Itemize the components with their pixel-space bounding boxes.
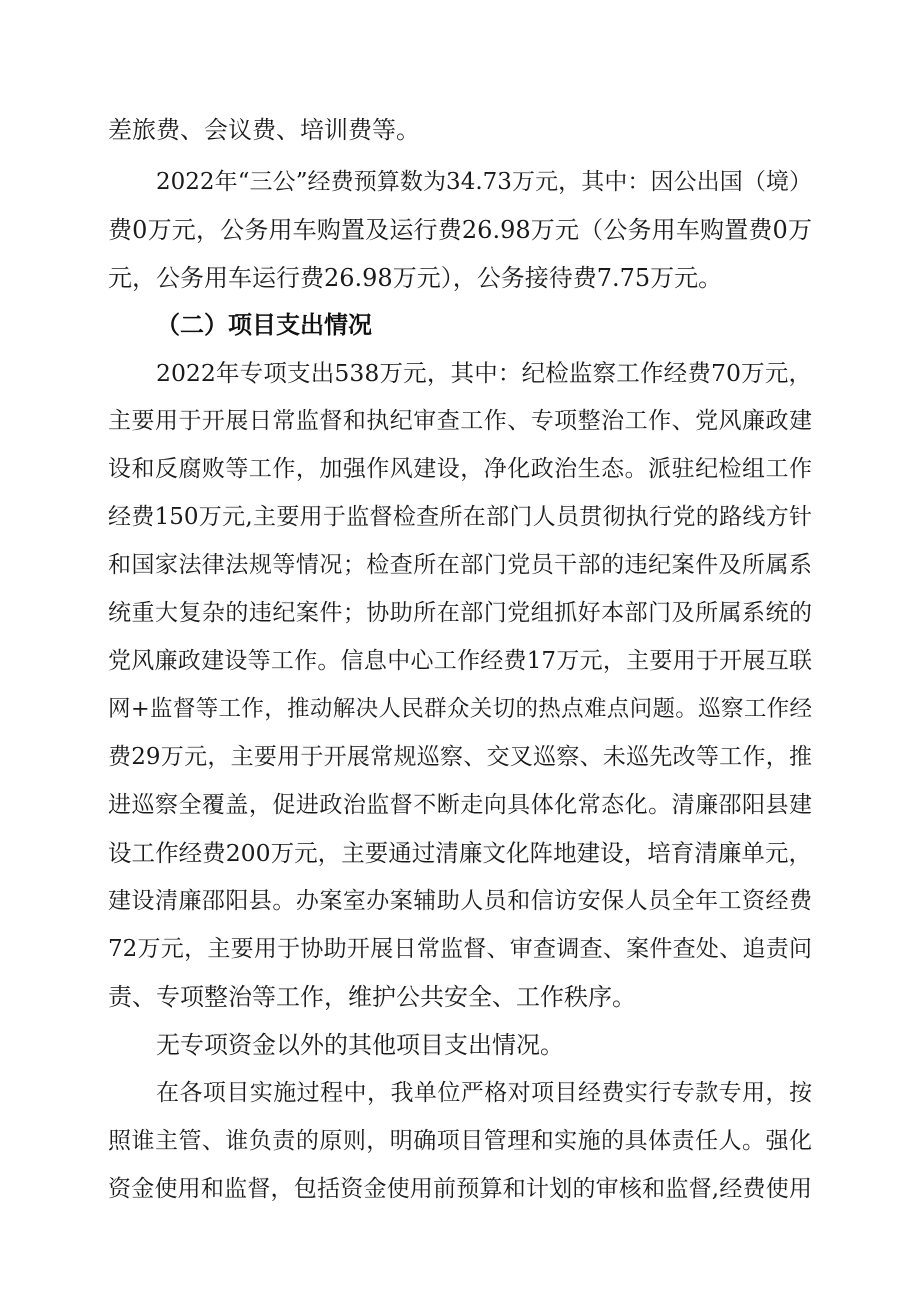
paragraph-line: 经费150万元,主要用于监督检查所在部门人员贯彻执行党的路线方针 <box>108 504 812 530</box>
paragraph-line: 主要用于开展日常监督和执纪审查工作、专项整治工作、党风廉政建 <box>108 408 812 434</box>
paragraph-line: 统重大复杂的违纪案件；协助所在部门党组抓好本部门及所属系统的 <box>108 600 812 626</box>
paragraph-line: 设工作经费200万元，主要通过清廉文化阵地建设，培育清廉单元， <box>108 839 812 867</box>
paragraph-line: 2022年“三公”经费预算数为34.73万元，其中：因公出国（境） <box>156 169 812 195</box>
paragraph-line: 和国家法律法规等情况；检查所在部门党员干部的违纪案件及所属系 <box>108 552 812 578</box>
paragraph-line: 2022年专项支出538万元，其中：纪检监察工作经费70万元， <box>156 359 812 387</box>
paragraph-line: 费29万元，主要用于开展常规巡察、交叉巡察、未巡先改等工作，推 <box>108 744 812 770</box>
paragraph-line: 无专项资金以外的其他项目支出情况。 <box>156 1031 564 1059</box>
paragraph-line: 网+监督等工作，推动解决人民群众关切的热点难点问题。巡察工作经 <box>108 696 812 722</box>
paragraph-line: 照谁主管、谁负责的原则，明确项目管理和实施的具体责任人。强化 <box>108 1128 812 1154</box>
paragraph-line: 进巡察全覆盖，促进政治监督不断走向具体化常态化。清廉邵阳县建 <box>108 792 812 818</box>
paragraph-line: 党风廉政建设等工作。信息中心工作经费17万元，主要用于开展互联 <box>108 648 812 674</box>
paragraph-line: 费0万元，公务用车购置及运行费26.98万元（公务用车购置费0万 <box>108 216 812 244</box>
paragraph-line: 元，公务用车运行费26.98万元），公务接待费7.75万元。 <box>108 264 723 292</box>
paragraph-line: 差旅费、会议费、培训费等。 <box>108 116 420 144</box>
paragraph-line: 资金使用和监督，包括资金使用前预算和计划的审核和监督,经费使用 <box>108 1176 812 1202</box>
paragraph-line: 设和反腐败等工作，加强作风建设，净化政治生态。派驻纪检组工作 <box>108 456 812 482</box>
paragraph-line: 72万元，主要用于协助开展日常监督、审查调查、案件查处、追责问 <box>108 936 812 962</box>
paragraph-line: 建设清廉邵阳县。办案室办案辅助人员和信访安保人员全年工资经费 <box>108 888 812 914</box>
paragraph-line: 责、专项整治等工作，维护公共安全、工作秩序。 <box>108 983 636 1011</box>
section-heading: （二）项目支出情况 <box>156 311 372 339</box>
paragraph-line: 在各项目实施过程中，我单位严格对项目经费实行专款专用，按 <box>156 1080 812 1106</box>
